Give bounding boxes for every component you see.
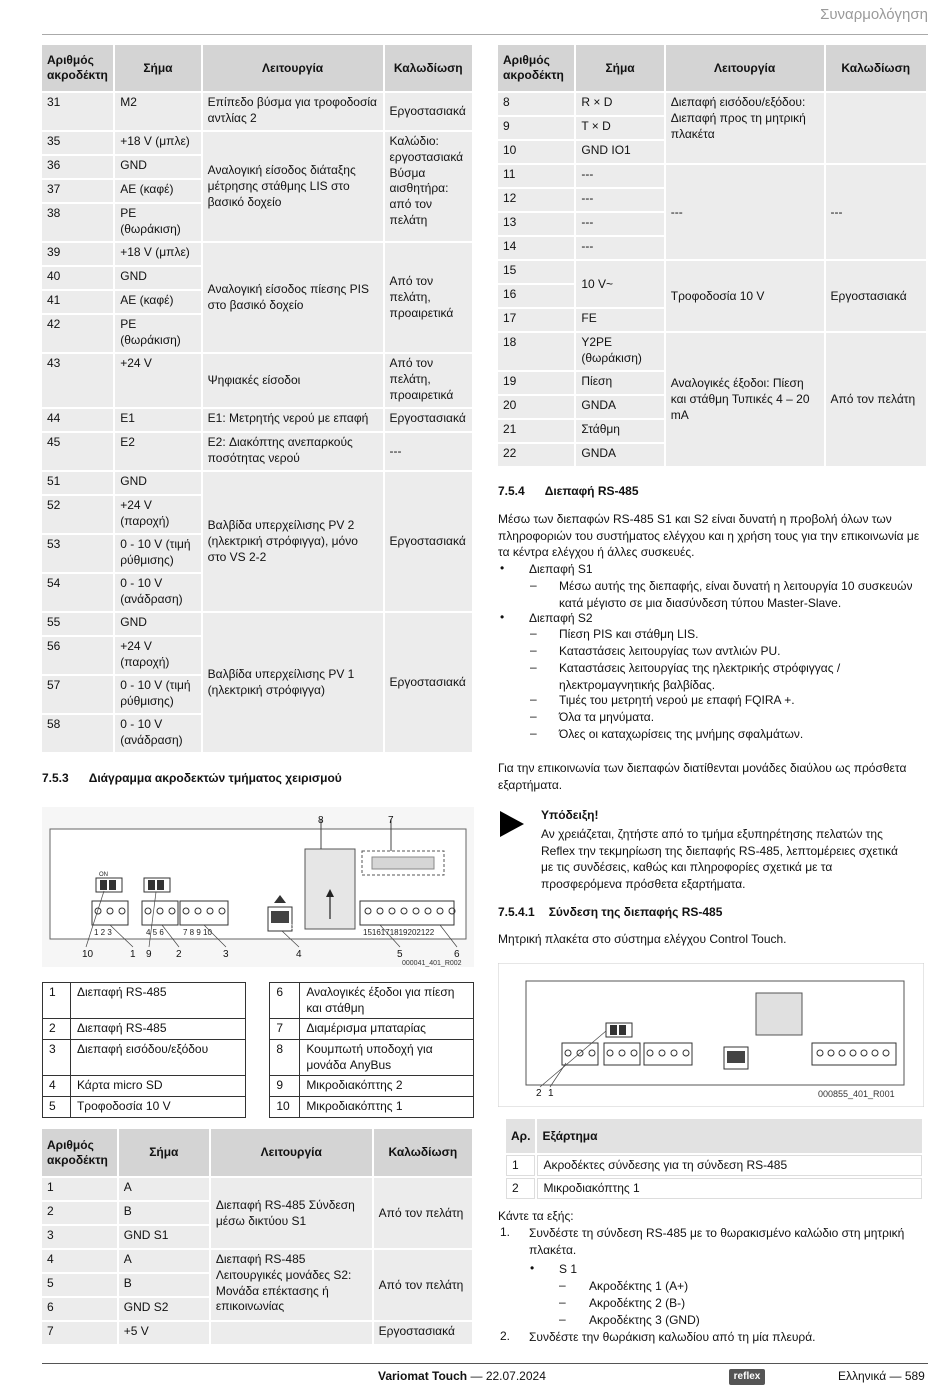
callout-1: 1: [548, 1088, 554, 1099]
legend-label: Κουμπωτή υποδοχή για μονάδα AnyBus: [300, 1040, 474, 1076]
terminal-cell: 21: [498, 420, 574, 442]
dash: –: [530, 660, 537, 674]
bullet: •: [530, 1261, 535, 1275]
terminal-cell: 37: [42, 180, 113, 202]
legend-label: Διαμέρισμα μπαταρίας: [300, 1019, 474, 1040]
col-header: Σήμα: [576, 45, 663, 91]
step-1: Συνδέστε τη σύνδεση RS-485 με το θωρακισμένο καλώδιο στη μητρική πλακέτα.: [529, 1226, 905, 1257]
terminal-block-3: [180, 901, 228, 925]
s2-item: Τιμές του μετρητή νερού με επαφή FQIRA +.: [559, 693, 795, 707]
terminal-table-bottom: [40, 1127, 474, 1346]
terminal-cell: 44: [42, 409, 113, 431]
function-cell: Τροφοδοσία 10 V: [666, 261, 824, 331]
col-header: Καλωδίωση: [374, 1129, 472, 1176]
terminal-cell: 31: [42, 93, 113, 130]
terminal-block: [812, 1043, 896, 1065]
product-name: Variomat Touch: [378, 1369, 468, 1383]
wiring-cell: Από τον πελάτη: [826, 333, 927, 466]
footer-product: Variomat Touch — 22.07.2024: [378, 1369, 546, 1383]
component-legend: [504, 1117, 924, 1201]
signal-cell: +18 V (μπλε): [115, 243, 200, 265]
s2-item: Πίεση PIS και στάθμη LIS.: [559, 627, 699, 641]
function-cell: E1: Μετρητής νερού με επαφή: [203, 409, 383, 431]
legend-num: 2: [43, 1019, 71, 1040]
footer-rule: [42, 1363, 928, 1364]
wiring-cell: Εργοστασιακά: [385, 93, 472, 130]
s2-item: Καταστάσεις λειτουργίας των αντλιών PU.: [559, 644, 781, 658]
signal-cell: GND S2: [119, 1298, 209, 1320]
terminal-cell: 45: [42, 433, 113, 470]
function-cell: Διεπαφή RS-485 Λειτουργικές μονάδες S2: Μονάδα επέκτασης ή επικοινωνίας: [211, 1250, 372, 1320]
rs485-intro: Μέσω των διεπαφών RS-485 S1 και S2 είναι δυνατή η προβολή όλων των πληροφοριών του συστήματος ελέγχου και η χρήση τους για την επικοινωνία με τα κέντρα ελέγχου ή άλλες συσκευές.: [498, 512, 920, 560]
callout-10: 10: [82, 949, 94, 960]
page-number: 589: [904, 1369, 925, 1383]
signal-cell: R × D: [576, 93, 663, 115]
s1-label: S 1: [559, 1262, 578, 1276]
legend-label: Διεπαφή RS-485: [70, 983, 246, 1019]
col-header: Αρ.: [506, 1119, 535, 1153]
terminal-block-2: [142, 901, 178, 925]
wiring-cell: Από τον πελάτη: [374, 1178, 472, 1248]
terminal-cell: 38: [42, 204, 113, 241]
terminal-cell: 11: [498, 165, 574, 187]
wiring-cell: Εργοστασιακά: [374, 1322, 472, 1344]
terminal-cell: 6: [42, 1298, 117, 1320]
hint-title: Υπόδειξη!: [541, 808, 599, 822]
legend-label: Διεπαφή εισόδου/εξόδου: [70, 1040, 246, 1076]
terminal-cell: 1: [42, 1178, 117, 1200]
signal-cell: Y2PE (θωράκιση): [576, 333, 663, 370]
callout-1: 1: [130, 949, 136, 960]
wiring-cell: Εργοστασιακά: [385, 613, 472, 752]
callout-3: 3: [223, 949, 229, 960]
instruction-lead: Κάντε τα εξής:: [498, 1209, 574, 1223]
legend-num: 10: [270, 1097, 300, 1118]
function-cell: Ψηφιακές είσοδοι: [203, 354, 383, 407]
callout-6: 6: [454, 949, 460, 960]
wiring-cell: Εργοστασιακά: [385, 472, 472, 611]
terminal-cell: 39: [42, 243, 113, 265]
callout-7: 7: [388, 815, 394, 826]
dash: –: [530, 578, 537, 592]
signal-cell: ---: [576, 237, 663, 259]
signal-cell: A: [119, 1250, 209, 1272]
col-header: Σήμα: [119, 1129, 209, 1176]
terminal-cell: 16: [498, 285, 574, 307]
function-cell: Διεπαφή RS-485 Σύνδεση μέσω δικτύου S1: [211, 1178, 372, 1248]
wiring-cell: Από τον πελάτη, προαιρετικά: [385, 354, 472, 407]
terminal-cell: 5: [42, 1274, 117, 1296]
section-number: 7.5.4: [498, 484, 525, 498]
footer-date: 22.07.2024: [485, 1369, 546, 1383]
legend-num: 4: [43, 1076, 71, 1097]
signal-cell: ---: [576, 189, 663, 211]
terminal-cell: 56: [42, 637, 113, 674]
signal-cell: ---: [576, 213, 663, 235]
section-heading-753: [42, 771, 342, 787]
col-header: Αριθμός ακροδέκτη: [42, 45, 113, 91]
terminal-cell: 10: [498, 141, 574, 163]
step-number: 2.: [500, 1329, 511, 1343]
legend-num: 2: [506, 1178, 535, 1199]
wiring-cell: Από τον πελάτη, προαιρετικά: [385, 243, 472, 352]
signal-cell: T × D: [576, 117, 663, 139]
terminal-cell: 19: [498, 372, 574, 394]
signal-cell: 0 - 10 V (ανάδραση): [115, 715, 200, 752]
col-header: Λειτουργία: [211, 1129, 372, 1176]
legend-label: Κάρτα micro SD: [70, 1076, 246, 1097]
dash: –: [559, 1295, 566, 1309]
terminal-labels-left-3: 7 8 9 10: [183, 928, 212, 937]
col-header: Αριθμός ακροδέκτη: [42, 1129, 117, 1176]
legend-label: Μικροδιακόπτης 1: [537, 1178, 922, 1199]
s2-item: Όλες οι καταχωρίσεις της μνήμης σφαλμάτων.: [559, 727, 804, 741]
dip-switch: [606, 1023, 632, 1037]
function-cell: Αναλογική είσοδος πίεσης PIS στο βασικό δοχείο: [203, 243, 383, 352]
terminal-cell: 42: [42, 315, 113, 352]
terminal-table-right: [496, 43, 928, 468]
col-header: Καλωδίωση: [826, 45, 927, 91]
dip-switch-2: [144, 878, 170, 892]
bus-modules-note: Για την επικοινωνία των διεπαφών διατίθενται μονάδες διαύλου ως πρόσθετα εξαρτήματα.: [498, 761, 907, 792]
terminal-cell: 15: [498, 261, 574, 283]
terminal-diagram-drawing: [42, 807, 474, 967]
mainboard-diagram: [498, 963, 924, 1107]
terminal-cell: 8: [498, 93, 574, 115]
legend-label: Τροφοδοσία 10 V: [70, 1097, 246, 1118]
signal-cell: GND S1: [119, 1226, 209, 1248]
reflex-logo: reflex: [729, 1369, 765, 1385]
terminal-cell: 9: [498, 117, 574, 139]
s1-heading: Διεπαφή S1: [529, 562, 593, 576]
signal-cell: E1: [115, 409, 200, 431]
section-header: Συναρμολόγηση: [820, 6, 928, 23]
bullet: •: [500, 610, 505, 624]
function-cell: Αναλογικές έξοδοι: Πίεση και στάθμη Τυπικές 4 – 20 mA: [666, 333, 824, 466]
col-header: Εξάρτημα: [537, 1119, 922, 1153]
hint-arrow-icon: [500, 811, 526, 839]
diagram-code: 000855_401_R001: [818, 1089, 895, 1099]
s2-heading: Διεπαφή S2: [529, 611, 593, 625]
wiring-cell: [826, 93, 927, 163]
s1-item: Μέσω αυτής της διεπαφής, είναι δυνατή η λειτουργία 10 συσκευών κατά μέγιστο σε μια διασύνδεση τύπου Master-Slave.: [559, 579, 913, 610]
signal-cell: E2: [115, 433, 200, 470]
diagram-legend: [42, 982, 474, 1118]
terminal-cell: 7: [42, 1322, 117, 1344]
section-title: Διάγραμμα ακροδεκτών τμήματος χειρισμού: [88, 771, 342, 785]
micro-sd-label: micro SD: [269, 925, 294, 931]
terminal-item: Ακροδέκτης 3 (GND): [589, 1313, 700, 1327]
function-cell: Επίπεδο βύσμα για τροφοδοσία αντλίας 2: [203, 93, 383, 130]
figure-caption: Μητρική πλακέτα στο σύστημα ελέγχου Control Touch.: [498, 932, 787, 946]
section-title: Διεπαφή RS-485: [544, 484, 639, 498]
signal-cell: +24 V (παροχή): [115, 637, 200, 674]
legend-label: Αναλογικές έξοδοι για πίεση και στάθμη: [300, 983, 474, 1019]
signal-cell: M2: [115, 93, 200, 130]
anybus-slot: [756, 993, 802, 1035]
terminal-cell: 40: [42, 267, 113, 289]
legend-num: 6: [270, 983, 300, 1019]
signal-cell: 0 - 10 V (τιμή ρύθμισης): [115, 535, 200, 572]
terminal-cell: 53: [42, 535, 113, 572]
dash: –: [530, 709, 537, 723]
terminal-block: [644, 1043, 692, 1065]
signal-cell: AE (καφέ): [115, 291, 200, 313]
terminal-cell: 58: [42, 715, 113, 752]
hint-text: Αν χρειάζεται, ζητήστε από το τμήμα εξυπηρέτησης πελατών της Reflex την τεκμηρίωση της διεπαφής RS-485, λεπτομέρειες σχετικά με τις συνδέσεις, καθώς και πληροφορίες σχετικά με τα προσφερόμενα πρόσθετα εξαρτήματα.: [541, 827, 898, 891]
legend-num: 1: [506, 1155, 535, 1176]
dash: –: [530, 692, 537, 706]
signal-cell: +5 V: [119, 1322, 209, 1344]
signal-cell: Πίεση: [576, 372, 663, 394]
signal-cell: GNDA: [576, 444, 663, 466]
terminal-cell: 18: [498, 333, 574, 370]
function-cell: Βαλβίδα υπερχείλισης PV 2 (ηλεκτρική στρόφιγγα), μόνο στο VS 2-2: [203, 472, 383, 611]
col-header: Λειτουργία: [666, 45, 824, 91]
s2-item: Όλα τα μηνύματα.: [559, 710, 655, 724]
legend-num: 3: [43, 1040, 71, 1076]
wiring-cell: Εργοστασιακά: [385, 409, 472, 431]
callout-2: 2: [536, 1088, 542, 1099]
signal-cell: ---: [576, 165, 663, 187]
function-cell: Βαλβίδα υπερχείλισης PV 1 (ηλεκτρική στρόφιγγα): [203, 613, 383, 752]
function-cell: [211, 1322, 372, 1344]
terminal-cell: 4: [42, 1250, 117, 1272]
step-number: 1.: [500, 1225, 511, 1239]
signal-cell: GND IO1: [576, 141, 663, 163]
terminal-cell: 3: [42, 1226, 117, 1248]
signal-cell: A: [119, 1178, 209, 1200]
terminal-cell: 17: [498, 309, 574, 331]
legend-label: Μικροδιακόπτης 1: [300, 1097, 474, 1118]
callout-2: 2: [176, 949, 182, 960]
col-header: Αριθμός ακροδέκτη: [498, 45, 574, 91]
terminal-cell: 20: [498, 396, 574, 418]
legend-num: 5: [43, 1097, 71, 1118]
wiring-cell: ---: [826, 165, 927, 259]
terminal-block-4: [360, 901, 455, 925]
signal-cell: +18 V (μπλε): [115, 132, 200, 154]
signal-cell: 10 V~: [576, 261, 663, 307]
col-header: Σήμα: [115, 45, 200, 91]
callout-8: 8: [318, 815, 324, 826]
legend-label: Μικροδιακόπτης 2: [300, 1076, 474, 1097]
terminal-cell: 36: [42, 156, 113, 178]
section-heading-754: [498, 484, 639, 500]
signal-cell: GNDA: [576, 396, 663, 418]
terminal-cell: 22: [498, 444, 574, 466]
dash: –: [530, 643, 537, 657]
signal-cell: PE (θωράκιση): [115, 315, 200, 352]
micro-sd-slot: [724, 1047, 748, 1069]
step-2: Συνδέστε την θωράκιση καλωδίου από τη μία πλευρά.: [529, 1330, 816, 1344]
terminal-cell: 13: [498, 213, 574, 235]
terminal-block-1: [92, 901, 128, 925]
signal-cell: +24 V (παροχή): [115, 496, 200, 533]
wiring-cell: ---: [385, 433, 472, 470]
wiring-cell: Από τον πελάτη: [374, 1250, 472, 1320]
terminal-cell: 12: [498, 189, 574, 211]
terminal-table-left: [40, 43, 474, 754]
legend-label: Ακροδέκτες σύνδεσης για τη σύνδεση RS-485: [537, 1155, 922, 1176]
signal-cell: GND: [115, 472, 200, 494]
dip-switch-on-label: ON: [99, 872, 108, 878]
s2-item: Καταστάσεις λειτουργίας της ηλεκτρικής στρόφιγγας / ηλεκτρομαγνητικής βαλβίδας.: [559, 661, 841, 692]
terminal-item: Ακροδέκτης 1 (A+): [589, 1279, 689, 1293]
signal-cell: GND: [115, 267, 200, 289]
dash: –: [559, 1312, 566, 1326]
terminal-cell: 54: [42, 574, 113, 611]
terminal-item: Ακροδέκτης 2 (B-): [589, 1296, 686, 1310]
section-number: 7.5.4.1: [498, 905, 535, 919]
terminal-cell: 57: [42, 676, 113, 713]
wiring-cell: Καλώδιο: εργοστασιακά Βύσμα αισθητήρα: από τον πελάτη: [385, 132, 472, 241]
function-cell: Αναλογική είσοδος διάταξης μέτρησης στάθμης LIS στο βασικό δοχείο: [203, 132, 383, 241]
dash: –: [530, 626, 537, 640]
signal-cell: GND: [115, 156, 200, 178]
terminal-cell: 41: [42, 291, 113, 313]
signal-cell: GND: [115, 613, 200, 635]
dash: –: [530, 726, 537, 740]
footer-page: Ελληνικά — 589: [838, 1369, 925, 1383]
function-cell: Διεπαφή εισόδου/εξόδου: Διεπαφή προς τη μητρική πλακέτα: [666, 93, 824, 163]
terminal-labels-left-2: 4 5 6: [146, 928, 164, 937]
wiring-cell: Εργοστασιακά: [826, 261, 927, 331]
legend-num: 1: [43, 983, 71, 1019]
terminal-cell: 35: [42, 132, 113, 154]
signal-cell: FE: [576, 309, 663, 331]
terminal-cell: 43: [42, 354, 113, 407]
terminal-cell: 2: [42, 1202, 117, 1224]
signal-cell: B: [119, 1274, 209, 1296]
legend-label: Διεπαφή RS-485: [70, 1019, 246, 1040]
signal-cell: 0 - 10 V (ανάδραση): [115, 574, 200, 611]
callout-9: 9: [146, 949, 152, 960]
legend-num: 9: [270, 1076, 300, 1097]
col-header: Λειτουργία: [203, 45, 383, 91]
terminal-cell: 55: [42, 613, 113, 635]
signal-cell: +24 V: [115, 354, 200, 407]
callout-4: 4: [296, 949, 302, 960]
rs485-terminals: [562, 1043, 598, 1065]
bullet: •: [500, 561, 505, 575]
section-heading-7541: [498, 905, 722, 921]
terminal-cell: 14: [498, 237, 574, 259]
section-title: Σύνδεση της διεπαφής RS-485: [548, 905, 723, 919]
diagram-code: 000041_401_R002: [402, 960, 462, 967]
legend-num: 7: [270, 1019, 300, 1040]
dip-switch-1: [96, 878, 122, 892]
footer-language: Ελληνικά: [838, 1369, 887, 1383]
callout-5: 5: [397, 949, 403, 960]
terminal-labels-right: 1516171819202122: [363, 928, 435, 937]
signal-cell: B: [119, 1202, 209, 1224]
terminal-cell: 52: [42, 496, 113, 533]
terminal-cell: 51: [42, 472, 113, 494]
signal-cell: PE (θωράκιση): [115, 204, 200, 241]
legend-num: 8: [270, 1040, 300, 1076]
signal-cell: Στάθμη: [576, 420, 663, 442]
dash: –: [559, 1278, 566, 1292]
signal-cell: 0 - 10 V (τιμή ρύθμισης): [115, 676, 200, 713]
terminal-block: [604, 1043, 640, 1065]
signal-cell: AE (καφέ): [115, 180, 200, 202]
function-cell: ---: [666, 165, 824, 259]
terminal-labels-left-1: 1 2 3: [94, 928, 112, 937]
function-cell: E2: Διακόπτης ανεπαρκούς ποσότητας νερού: [203, 433, 383, 470]
section-number: 7.5.3: [42, 771, 69, 785]
col-header: Καλωδίωση: [385, 45, 472, 91]
header-rule: [42, 34, 928, 35]
